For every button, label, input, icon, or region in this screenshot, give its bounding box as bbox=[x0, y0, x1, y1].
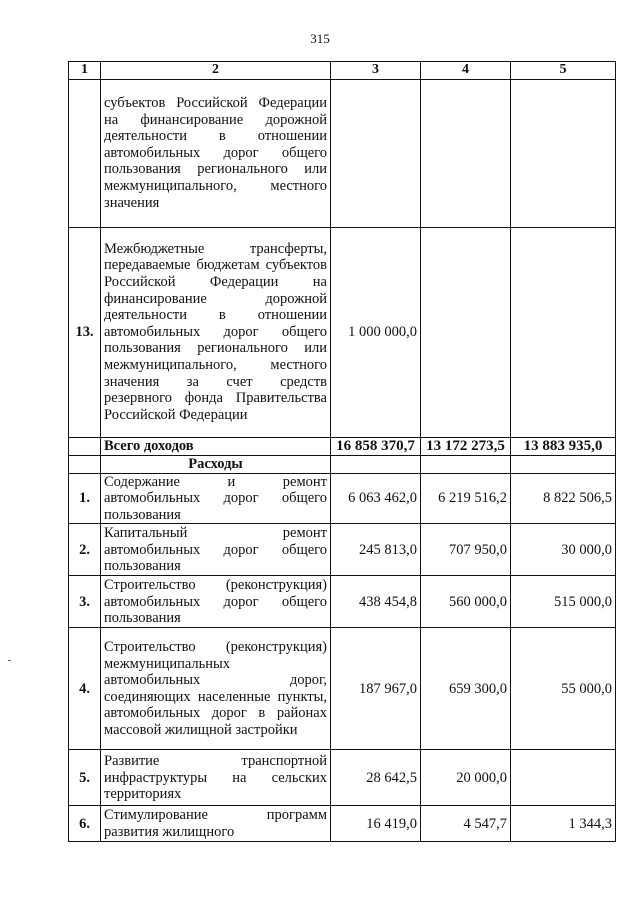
row-col5 bbox=[511, 455, 616, 473]
scan-mark bbox=[8, 660, 11, 661]
table-row-13 bbox=[69, 227, 616, 437]
row-col5: 30 000,0 bbox=[511, 524, 616, 576]
row-number: 4. bbox=[69, 628, 101, 750]
row-col3 bbox=[331, 79, 421, 227]
table-row-continuation bbox=[69, 79, 616, 227]
page-number: 315 bbox=[310, 31, 330, 46]
row-number: 5. bbox=[69, 750, 101, 806]
row-col5 bbox=[511, 750, 616, 806]
row-col3: 6 063 462,0 bbox=[331, 473, 421, 524]
table-row-expense-4 bbox=[69, 628, 616, 750]
table-header-row bbox=[69, 62, 616, 80]
table-row-expense-5 bbox=[69, 750, 616, 806]
row-col4 bbox=[421, 79, 511, 227]
row-col4 bbox=[421, 455, 511, 473]
row-col5: 8 822 506,5 bbox=[511, 473, 616, 524]
header-cell-4: 4 bbox=[421, 62, 511, 80]
expenses-heading-row bbox=[69, 455, 616, 473]
header-cell-2: 2 bbox=[101, 62, 331, 80]
row-description: Строительство (реконструкция) автомобильных дорог общего пользования bbox=[101, 576, 331, 628]
row-col5: 1 344,3 bbox=[511, 806, 616, 842]
row-description: Капитальный ремонт автомобильных дорог общего пользования bbox=[101, 524, 331, 576]
row-col4: 659 300,0 bbox=[421, 628, 511, 750]
row-col3: 438 454,8 bbox=[331, 576, 421, 628]
row-col3: 28 642,5 bbox=[331, 750, 421, 806]
row-description: Строительство (реконструкция) межмуниципальных автомобильных дорог, соединяющих населенные пункты, автомобильных дорог в районах массовой жилищной застройки bbox=[101, 628, 331, 750]
table-row-expense-2 bbox=[69, 524, 616, 576]
row-col4: 20 000,0 bbox=[421, 750, 511, 806]
row-number bbox=[69, 455, 101, 473]
row-col3: 245 813,0 bbox=[331, 524, 421, 576]
row-col5: 515 000,0 bbox=[511, 576, 616, 628]
row-number: 2. bbox=[69, 524, 101, 576]
row-col3 bbox=[331, 455, 421, 473]
header-cell-5: 5 bbox=[511, 62, 616, 80]
budget-table bbox=[68, 61, 616, 842]
row-col4: 6 219 516,2 bbox=[421, 473, 511, 524]
row-col3: 16 419,0 bbox=[331, 806, 421, 842]
row-col4: 707 950,0 bbox=[421, 524, 511, 576]
row-description: Развитие транспортной инфраструктуры на сельских территориях bbox=[101, 750, 331, 806]
row-col5 bbox=[511, 227, 616, 437]
total-income-col4: 13 172 273,5 bbox=[421, 437, 511, 455]
total-income-row bbox=[69, 437, 616, 455]
row-description: Межбюджетные трансферты, передаваемые бюджетам субъектов Российской Федерации на финансирование дорожной деятельности в отношении автомобильных дорог общего пользования регионального или межмуниципального, местного значения за счет средств резервного фонда Правительства Российской Федерации bbox=[101, 227, 331, 437]
row-number bbox=[69, 437, 101, 455]
header-cell-3: 3 bbox=[331, 62, 421, 80]
row-col3: 1 000 000,0 bbox=[331, 227, 421, 437]
total-income-label: Всего доходов bbox=[101, 437, 331, 455]
row-description: Стимулирование программ развития жилищного bbox=[101, 806, 331, 842]
header-cell-1: 1 bbox=[69, 62, 101, 80]
table-row-expense-3 bbox=[69, 576, 616, 628]
table-row-expense-1 bbox=[69, 473, 616, 524]
row-description: Содержание и ремонт автомобильных дорог общего пользования bbox=[101, 473, 331, 524]
expenses-heading: Расходы bbox=[101, 455, 331, 473]
row-number: 1. bbox=[69, 473, 101, 524]
row-col4: 4 547,7 bbox=[421, 806, 511, 842]
row-col4 bbox=[421, 227, 511, 437]
total-income-col5: 13 883 935,0 bbox=[511, 437, 616, 455]
row-col3: 187 967,0 bbox=[331, 628, 421, 750]
row-col5 bbox=[511, 79, 616, 227]
row-description: субъектов Российской Федерации на финансирование дорожной деятельности в отношении автомобильных дорог общего пользования регионального или межмуниципального, местного значения bbox=[101, 79, 331, 227]
total-income-col3: 16 858 370,7 bbox=[331, 437, 421, 455]
row-col4: 560 000,0 bbox=[421, 576, 511, 628]
table-row-expense-6 bbox=[69, 806, 616, 842]
row-number: 6. bbox=[69, 806, 101, 842]
row-number: 13. bbox=[69, 227, 101, 437]
row-number: 3. bbox=[69, 576, 101, 628]
row-col5: 55 000,0 bbox=[511, 628, 616, 750]
row-number bbox=[69, 79, 101, 227]
